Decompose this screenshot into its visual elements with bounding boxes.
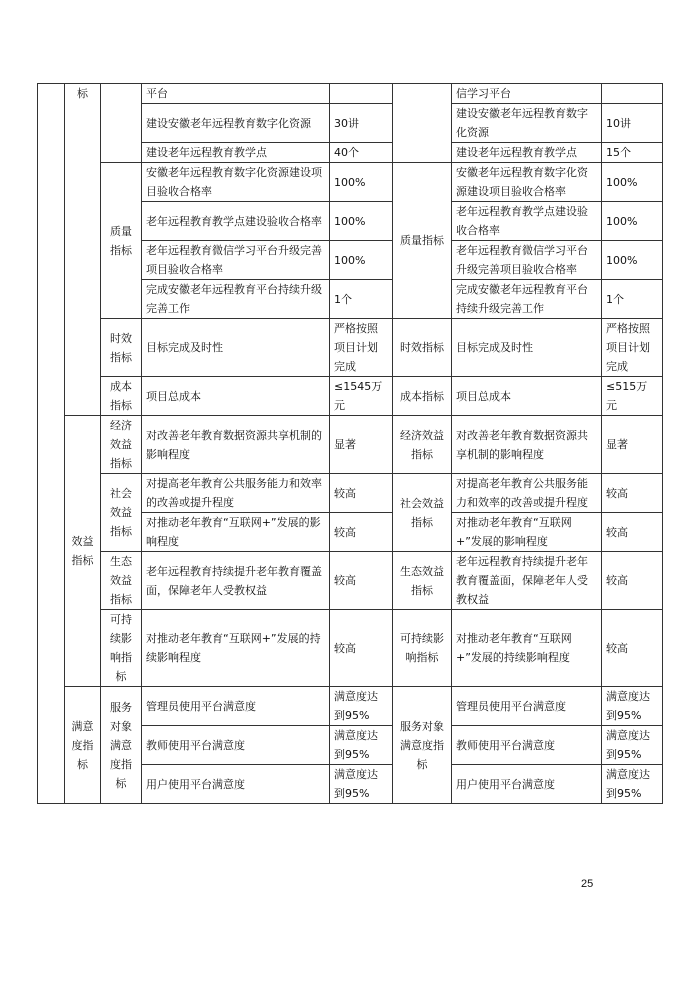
indicator-value-right: 满意度达到95% <box>602 765 663 804</box>
table-row <box>38 319 663 377</box>
sustainable-impact-label-right: 可持续影响指标 <box>393 610 452 687</box>
indicator-value: 显著 <box>330 416 393 474</box>
indicator-value: ≤1545万元 <box>330 377 393 416</box>
table-row <box>38 552 663 610</box>
economic-benefit-label: 经济效益指标 <box>101 416 142 474</box>
indicator-name-right: 完成安徽老年远程教育平台持续升级完善工作 <box>452 280 602 319</box>
table-row <box>38 84 663 104</box>
indicator-name: 安徽老年远程教育数字化资源建设项目验收合格率 <box>142 163 330 202</box>
indicator-name-right: 对推动老年教育“互联网+”发展的影响程度 <box>452 513 602 552</box>
indicator-name-right: 目标完成及时性 <box>452 319 602 377</box>
indicator-name-right: 信学习平台 <box>452 84 602 104</box>
indicator-name: 建设安徽老年远程教育数字化资源 <box>142 104 330 143</box>
economic-benefit-label-right: 经济效益指标 <box>393 416 452 474</box>
ecological-benefit-label-right: 生态效益指标 <box>393 552 452 610</box>
indicator-name: 建设老年远程教育教学点 <box>142 143 330 163</box>
indicator-value-right: 100% <box>602 202 663 241</box>
indicator-name: 目标完成及时性 <box>142 319 330 377</box>
indicator-name: 老年远程教育微信学习平台升级完善项目验收合格率 <box>142 241 330 280</box>
indicator-value-right: 较高 <box>602 610 663 687</box>
indicator-name-right: 老年远程教育持续提升老年教育覆盖面，保障老年人受教权益 <box>452 552 602 610</box>
indicator-value: 满意度达到95% <box>330 687 393 726</box>
indicator-value-right: ≤515万元 <box>602 377 663 416</box>
indicator-name-right: 老年远程教育教学点建设验收合格率 <box>452 202 602 241</box>
indicator-name-right: 建设老年远程教育教学点 <box>452 143 602 163</box>
service-satisfaction-label: 服务对象满意度指标 <box>101 687 142 804</box>
quality-indicator-label-right: 质量指标 <box>393 163 452 319</box>
performance-indicator-table <box>37 83 663 804</box>
indicator-name-right: 建设安徽老年远程教育数字化资源 <box>452 104 602 143</box>
indicator-value-right: 15个 <box>602 143 663 163</box>
indicator-value-right: 较高 <box>602 513 663 552</box>
service-satisfaction-label-right: 服务对象满意度指标 <box>393 687 452 804</box>
indicator-name-right: 用户使用平台满意度 <box>452 765 602 804</box>
table-row <box>38 687 663 726</box>
indicator-value-right: 满意度达到95% <box>602 687 663 726</box>
indicator-value-right: 10讲 <box>602 104 663 143</box>
timeliness-indicator-label: 时效指标 <box>101 319 142 377</box>
ecological-benefit-label: 生态效益指标 <box>101 552 142 610</box>
table-row <box>38 377 663 416</box>
indicator-name: 完成安徽老年远程教育平台持续升级完善工作 <box>142 280 330 319</box>
indicator-value: 满意度达到95% <box>330 726 393 765</box>
indicator-value-right: 100% <box>602 241 663 280</box>
output-indicator-label: 标 <box>65 84 101 416</box>
social-benefit-label: 社会效益指标 <box>101 474 142 552</box>
quantity-indicator-cell-right <box>393 84 452 163</box>
indicator-value: 100% <box>330 202 393 241</box>
indicator-value: 40个 <box>330 143 393 163</box>
indicator-value-right: 显著 <box>602 416 663 474</box>
indicator-value: 较高 <box>330 474 393 513</box>
indicator-value: 严格按照项目计划完成 <box>330 319 393 377</box>
indicator-value: 较高 <box>330 552 393 610</box>
indicator-value: 100% <box>330 241 393 280</box>
page-number: 25 <box>581 878 594 890</box>
indicator-name: 对改善老年教育数据资源共享机制的影响程度 <box>142 416 330 474</box>
indicator-value: 较高 <box>330 513 393 552</box>
indicator-value: 较高 <box>330 610 393 687</box>
indicator-value-right: 1个 <box>602 280 663 319</box>
indicator-name-right: 管理员使用平台满意度 <box>452 687 602 726</box>
social-benefit-label-right: 社会效益指标 <box>393 474 452 552</box>
indicator-name: 项目总成本 <box>142 377 330 416</box>
table-row <box>38 416 663 474</box>
indicator-name: 对推动老年教育“互联网+”发展的影响程度 <box>142 513 330 552</box>
indicator-name: 对提高老年教育公共服务能力和效率的改善或提升程度 <box>142 474 330 513</box>
indicator-name: 老年远程教育教学点建设验收合格率 <box>142 202 330 241</box>
indicator-value-right <box>602 84 663 104</box>
timeliness-indicator-label-right: 时效指标 <box>393 319 452 377</box>
level1-blank-cell <box>38 84 65 804</box>
indicator-value-right: 较高 <box>602 552 663 610</box>
indicator-value: 100% <box>330 163 393 202</box>
table-row <box>38 610 663 687</box>
indicator-name-right: 对提高老年教育公共服务能力和效率的改善或提升程度 <box>452 474 602 513</box>
indicator-value <box>330 84 393 104</box>
indicator-name-right: 项目总成本 <box>452 377 602 416</box>
indicator-value: 30讲 <box>330 104 393 143</box>
indicator-value: 满意度达到95% <box>330 765 393 804</box>
quantity-indicator-cell <box>101 84 142 163</box>
indicator-name: 对推动老年教育“互联网+”发展的持续影响程度 <box>142 610 330 687</box>
sustainable-impact-label: 可持续影响指标 <box>101 610 142 687</box>
table-row <box>38 474 663 513</box>
table-row <box>38 163 663 202</box>
indicator-name: 用户使用平台满意度 <box>142 765 330 804</box>
satisfaction-indicator-label: 满意度指标 <box>65 687 101 804</box>
indicator-value-right: 严格按照项目计划完成 <box>602 319 663 377</box>
indicator-name: 管理员使用平台满意度 <box>142 687 330 726</box>
indicator-name: 教师使用平台满意度 <box>142 726 330 765</box>
indicator-value-right: 100% <box>602 163 663 202</box>
quality-indicator-label: 质量指标 <box>101 163 142 319</box>
indicator-value-right: 满意度达到95% <box>602 726 663 765</box>
indicator-value: 1个 <box>330 280 393 319</box>
indicator-name: 老年远程教育持续提升老年教育覆盖面，保障老年人受教权益 <box>142 552 330 610</box>
indicator-name: 平台 <box>142 84 330 104</box>
cost-indicator-label-right: 成本指标 <box>393 377 452 416</box>
indicator-name-right: 教师使用平台满意度 <box>452 726 602 765</box>
cost-indicator-label: 成本指标 <box>101 377 142 416</box>
indicator-name-right: 对推动老年教育“互联网+”发展的持续影响程度 <box>452 610 602 687</box>
indicator-name-right: 老年远程教育微信学习平台升级完善项目验收合格率 <box>452 241 602 280</box>
indicator-name-right: 安徽老年远程教育数字化资源建设项目验收合格率 <box>452 163 602 202</box>
indicator-value-right: 较高 <box>602 474 663 513</box>
benefit-indicator-label: 效益指标 <box>65 416 101 687</box>
indicator-name-right: 对改善老年教育数据资源共享机制的影响程度 <box>452 416 602 474</box>
